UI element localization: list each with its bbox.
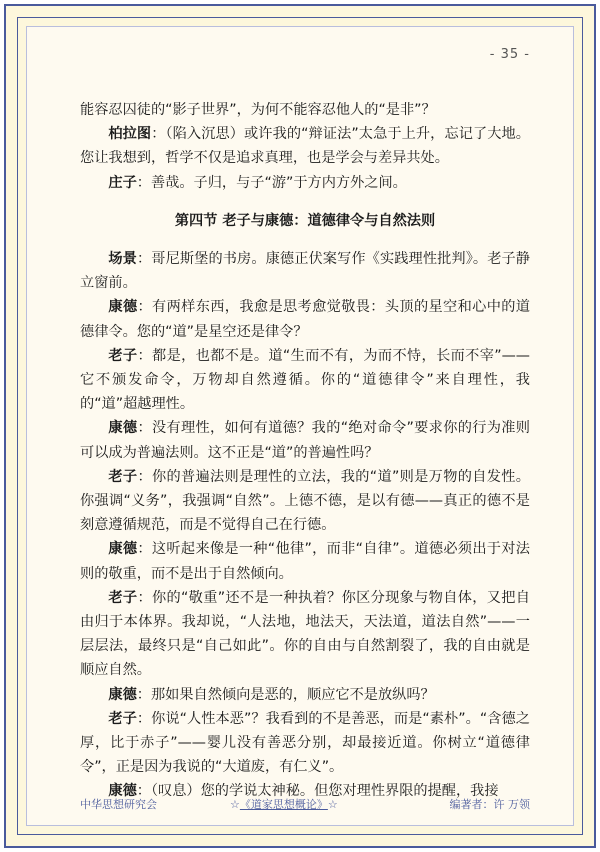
speaker-name: 柏拉图 — [108, 126, 152, 143]
dialogue-text: ：这听起来像是一种“他律”，而非“自律”。道德必须出于对法则的敬重，而不是出于自然倾向。 — [80, 541, 530, 582]
paragraph — [80, 171, 530, 195]
star-icon: ☆ — [327, 798, 338, 811]
star-icon: ☆ — [230, 798, 240, 811]
speaker-name: 康德 — [108, 541, 138, 558]
speaker-name: 老子 — [108, 347, 138, 364]
dialogue-text: ：有两样东西，我愈是思考愈觉敬畏：头顶的星空和心中的道德律令。您的“道”是星空还是律令？ — [80, 299, 530, 340]
speaker-name: 康德 — [108, 420, 138, 437]
speaker-name: 康德 — [108, 686, 137, 703]
dialogue-line — [80, 537, 530, 585]
speaker-name: 老子 — [108, 468, 138, 485]
dialogue-text: ：你的普遍法则是理性的立法，我的“道”则是万物的自发性。你强调“义务”，我强调“自然”。上德不德，是以有德——真正的德不是刻意遵循规范，而是不觉得自己在行德。 — [80, 468, 530, 534]
dialogue-line — [80, 344, 530, 417]
paragraph — [80, 98, 530, 122]
paragraph — [80, 122, 530, 170]
dialogue-text: ：都是，也都不是。道“生而不有，为而不恃，长而不宰”——它不颁发命令，万物却自然遵循。你的“道德律令”来自理性，我的“道”超越理性。 — [80, 347, 530, 413]
dialogue-text: ：（叹息）您的学说太神秘。但您对理性界限的提醒，我接 — [136, 783, 499, 800]
dialogue-line — [80, 707, 530, 780]
dialogue-text: ：那如果自然倾向是恶的，顺应它不是放纵吗？ — [136, 686, 435, 703]
page-body — [80, 98, 530, 804]
paragraph-text: ：善哉。子归，与子“游”于方内方外之间。 — [136, 174, 407, 191]
speaker-name: 老子 — [108, 710, 137, 727]
paragraph-text: ：（陷入沉思）或许我的“辩证法”太急于上升，忘记了大地。您让我想到，哲学不仅是追求真理，也是学会与差异共处。 — [80, 126, 530, 167]
speaker-name: 康德 — [108, 299, 138, 316]
dialogue-line — [80, 295, 530, 343]
footer-author: 编著者：许 万领 — [449, 798, 530, 811]
footer-book-title — [230, 796, 338, 812]
paragraph-text: 能容忍囚徒的“影子世界”，为何不能容忍他人的“是非”？ — [80, 102, 436, 118]
dialogue-text: ：哥尼斯堡的书房。康德正伏案写作《实践理性批判》。老子静立窗前。 — [80, 251, 530, 292]
page-number: - 35 - — [489, 47, 530, 62]
speaker-name: 庄子 — [108, 174, 137, 191]
dialogue-line — [80, 683, 530, 707]
dialogue-text: ：没有理性，如何有道德？我的“绝对命令”要求你的行为准则可以成为普遍法则。这不正是“道”的普遍性吗？ — [80, 420, 530, 461]
dialogue-text: ：你的“敬重”还不是一种执着？你区分现象与物自体，又把自由归于本体界。我却说，“人法地，地法天，天法道，道法自然”——一层层法，最终只是“自己如此”。你的自由与自然割裂了，我的自由就是顺应自然。 — [80, 589, 530, 679]
section-title: 第四节 老子与康德：道德律令与自然法则 — [174, 212, 436, 229]
dialogue-line — [80, 247, 530, 295]
dialogue-line — [80, 586, 530, 683]
speaker-name: 老子 — [108, 589, 138, 606]
dialogue-line — [80, 465, 530, 538]
dialogue-text: ：你说“人性本恶”？我看到的不是善恶，而是“素朴”。“含德之厚，比于赤子”——婴儿没有善恶分别，却最接近道。你树立“道德律令”，正是因为我说的“大道废，有仁义”。 — [80, 710, 530, 776]
book-title-link[interactable]: 《道家思想概论》 — [239, 798, 328, 811]
footer-publisher: 中华思想研究会 — [80, 798, 157, 811]
dialogue-line — [80, 416, 530, 464]
speaker-name: 场景 — [108, 251, 137, 268]
speaker-name: 康德 — [108, 783, 137, 800]
